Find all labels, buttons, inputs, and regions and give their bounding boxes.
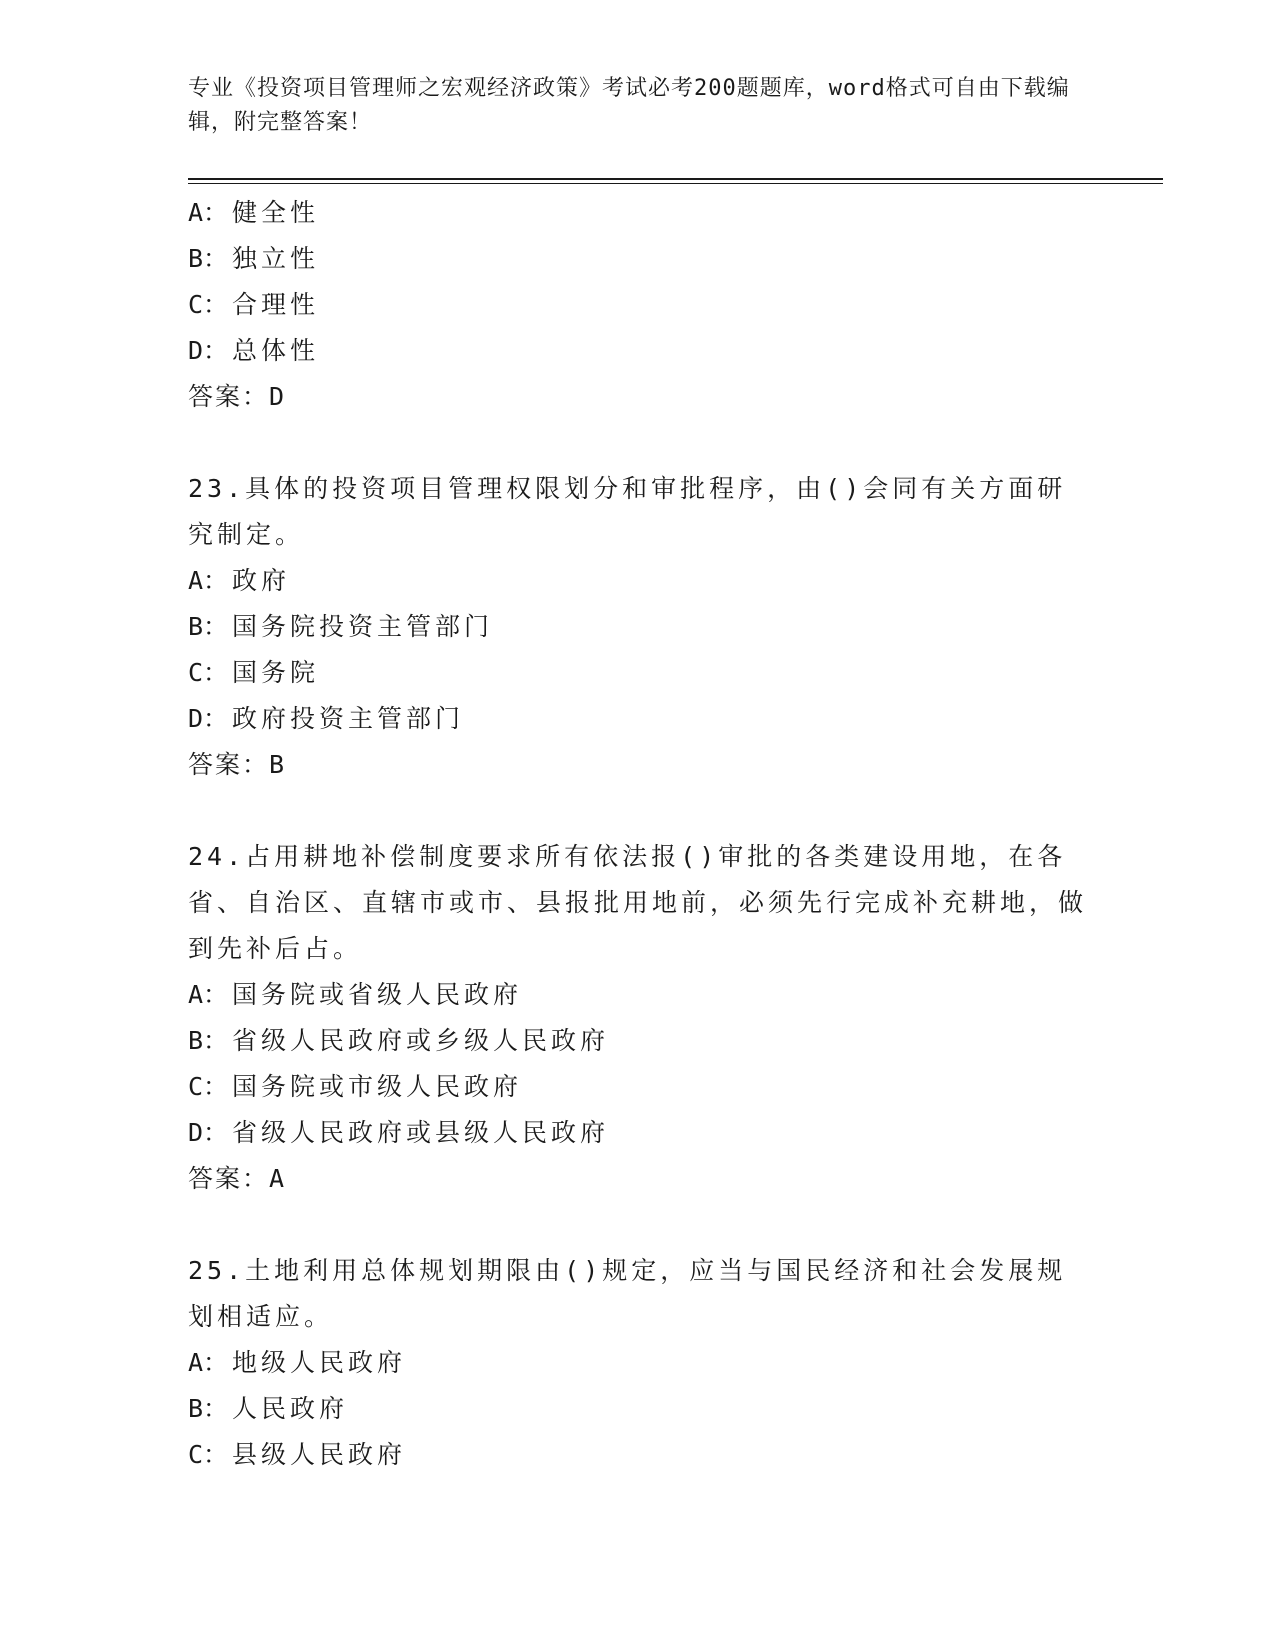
option-text: 独立性 [232, 244, 320, 273]
option-letter: C： [188, 290, 229, 319]
option-b [188, 1386, 1088, 1432]
header-divider-thin [188, 183, 1163, 184]
option-c [188, 1064, 1088, 1110]
option-text: 人民政府 [232, 1394, 349, 1423]
option-letter: A： [188, 198, 229, 227]
question-list [188, 190, 1088, 1478]
option-a [188, 558, 1088, 604]
question-24 [188, 834, 1088, 1202]
option-b [188, 604, 1088, 650]
option-d [188, 328, 1088, 374]
option-text: 国务院或市级人民政府 [232, 1072, 523, 1101]
option-letter: A： [188, 1348, 229, 1377]
option-letter: D： [188, 704, 229, 733]
option-text: 政府 [232, 566, 291, 595]
option-text: 总体性 [232, 336, 320, 365]
option-text: 健全性 [232, 198, 320, 227]
question-25 [188, 1248, 1088, 1478]
option-d [188, 696, 1088, 742]
answer-line: 答案：D [188, 382, 287, 411]
question-text: 25.土地利用总体规划期限由()规定，应当与国民经济和社会发展规划相适应。 [188, 1256, 1067, 1331]
option-letter: D： [188, 1118, 229, 1147]
option-letter: B： [188, 1026, 229, 1055]
option-letter: B： [188, 1394, 229, 1423]
option-text: 国务院 [232, 658, 320, 687]
option-text: 国务院投资主管部门 [232, 612, 494, 641]
option-letter: D： [188, 336, 229, 365]
option-b [188, 1018, 1088, 1064]
option-letter: C： [188, 658, 229, 687]
option-letter: C： [188, 1440, 229, 1469]
header-divider-thick [188, 178, 1163, 180]
answer-line: 答案：B [188, 750, 287, 779]
question-22-continued [188, 190, 1088, 420]
option-text: 县级人民政府 [232, 1440, 407, 1469]
spacer [188, 788, 1088, 834]
option-text: 地级人民政府 [232, 1348, 407, 1377]
option-c [188, 1432, 1088, 1478]
question-23 [188, 466, 1088, 788]
option-a [188, 190, 1088, 236]
option-c [188, 650, 1088, 696]
question-text: 24.占用耕地补偿制度要求所有依法报()审批的各类建设用地，在各省、自治区、直辖市或市、县报批用地前，必须先行完成补充耕地，做到先补后占。 [188, 842, 1088, 963]
option-text: 国务院或省级人民政府 [232, 980, 523, 1009]
option-letter: A： [188, 566, 229, 595]
option-text: 政府投资主管部门 [232, 704, 465, 733]
document-header: 专业《投资项目管理师之宏观经济政策》考试必考200题题库，word格式可自由下载编辑，附完整答案！ [188, 76, 1070, 135]
option-c [188, 282, 1088, 328]
option-letter: C： [188, 1072, 229, 1101]
answer-line: 答案：A [188, 1164, 287, 1193]
question-text: 23.具体的投资项目管理权限划分和审批程序，由()会同有关方面研究制定。 [188, 474, 1067, 549]
option-letter: A： [188, 980, 229, 1009]
option-a [188, 972, 1088, 1018]
option-d [188, 1110, 1088, 1156]
option-text: 省级人民政府或县级人民政府 [232, 1118, 610, 1147]
spacer [188, 1202, 1088, 1248]
option-text: 省级人民政府或乡级人民政府 [232, 1026, 610, 1055]
option-b [188, 236, 1088, 282]
option-text: 合理性 [232, 290, 320, 319]
option-letter: B： [188, 612, 229, 641]
option-letter: B： [188, 244, 229, 273]
option-a [188, 1340, 1088, 1386]
spacer [188, 420, 1088, 466]
